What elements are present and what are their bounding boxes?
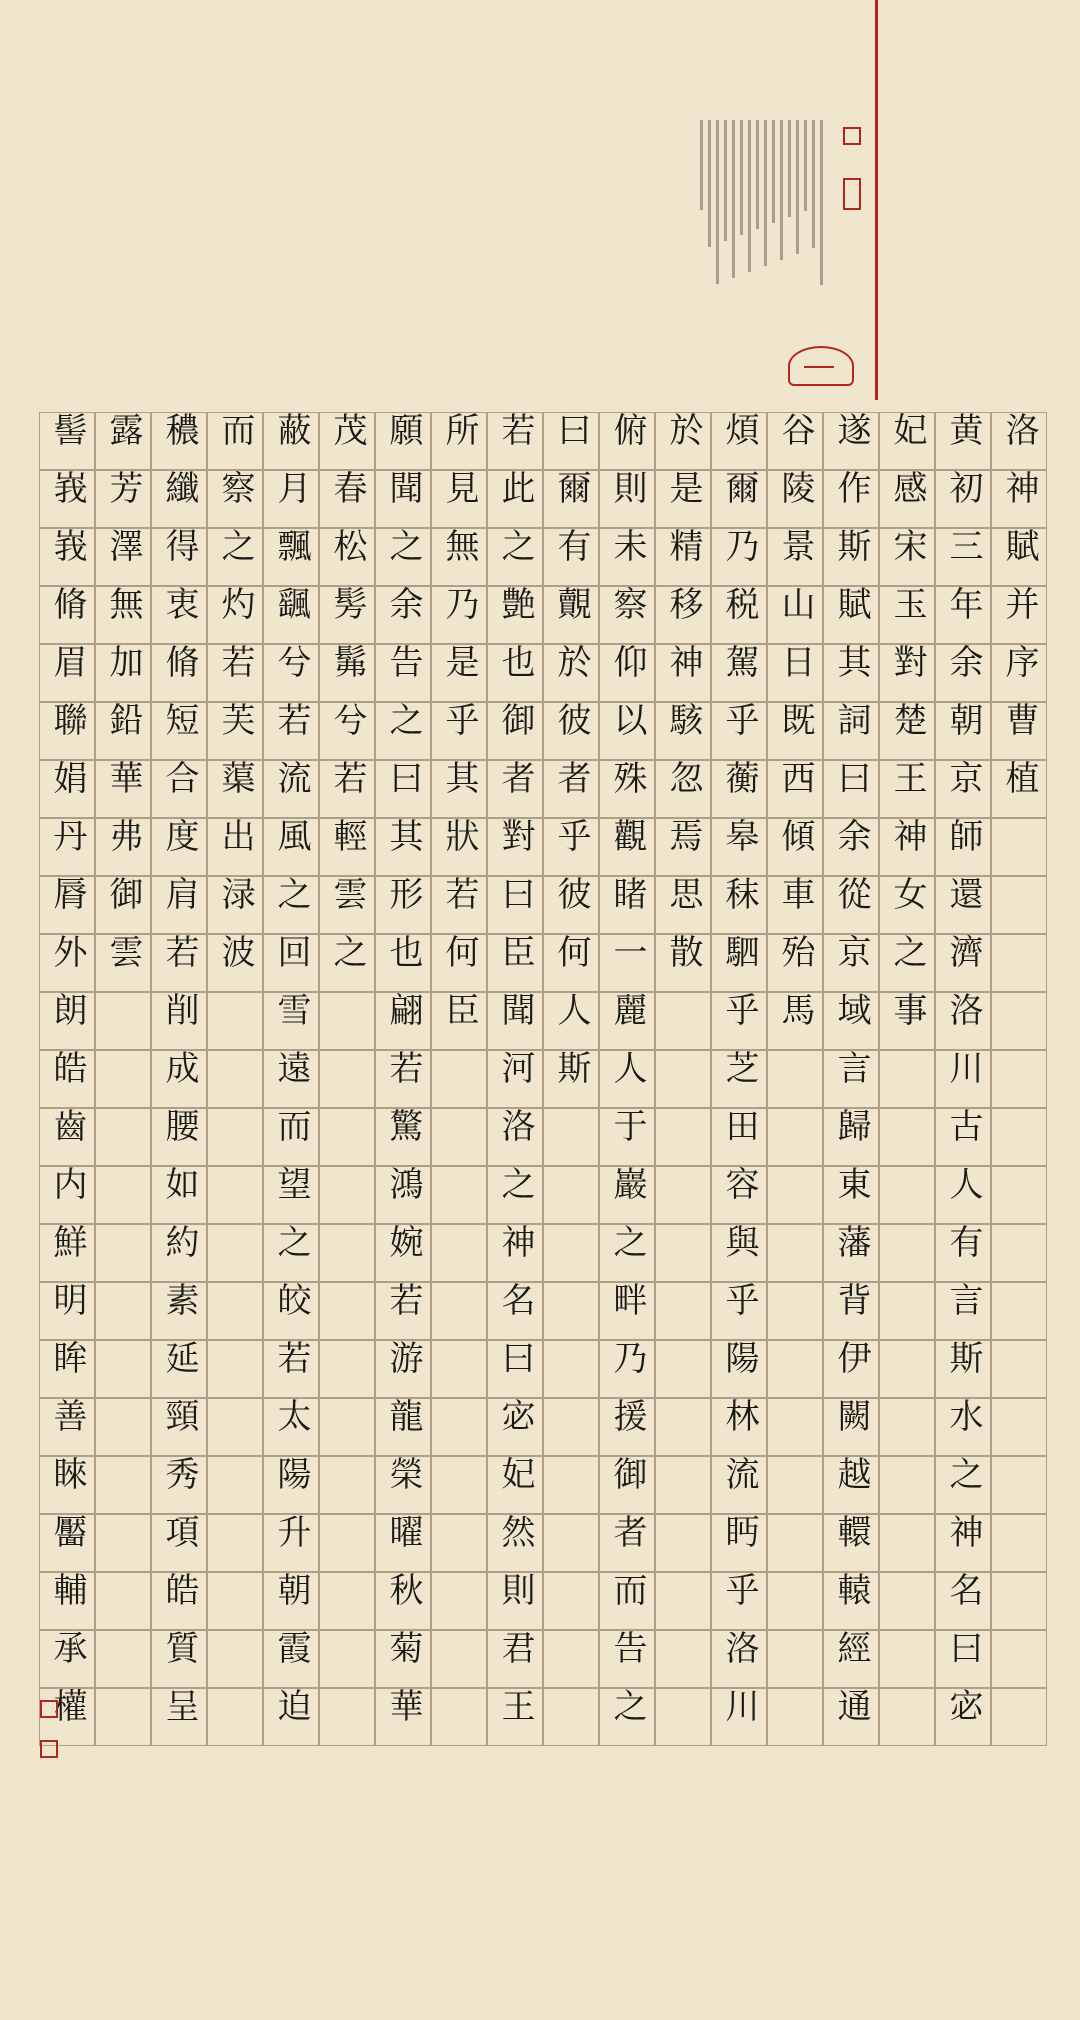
inscription-column [812, 120, 815, 248]
inscription-column [788, 120, 791, 217]
seal-stamp-icon [40, 1740, 58, 1758]
inscription-column [804, 120, 807, 211]
inscription-column [716, 120, 719, 284]
text-column-continuation: 而察之灼若芙蕖出渌波 [215, 412, 255, 992]
inscription-column [764, 120, 767, 266]
text-column: 遂作斯賦其詞曰余從京域言歸東藩背伊闕越轘轅經通 [831, 412, 871, 1746]
text-column-continuation: 露芳澤無加鉛華弗御雲 [103, 412, 143, 992]
text-column-continuation: 妃感宋玉對楚王神女之事 [887, 412, 927, 1050]
inscription-column [748, 120, 751, 272]
inscription-column [740, 120, 743, 235]
text-column-continuation: 茂春松髣髴兮若輕雲之 [327, 412, 367, 992]
inscription-column [780, 120, 783, 260]
seal-stamp-icon [843, 178, 861, 210]
oval-seal-icon [788, 346, 854, 386]
text-column: 穠纖得衷脩短合度肩若削成腰如約素延頸秀項皓質呈 [159, 412, 199, 1746]
text-column-continuation: 曰爾有覿於彼者乎彼何人斯 [551, 412, 591, 1108]
text-column: 蔽月飄颻兮若流風之回雪遠而望之皎若太陽升朝霞迫 [271, 412, 311, 1746]
text-column: 洛神賦并序曹植 [999, 412, 1039, 818]
inscription-column [732, 120, 735, 278]
inscription-column [772, 120, 775, 223]
seal-stamp-icon [843, 127, 861, 145]
inscription-column [724, 120, 727, 241]
inscription-column [708, 120, 711, 247]
small-inscription [700, 120, 830, 290]
calligraphy-text [35, 412, 1047, 1812]
text-column: 若此之艶也御者對曰臣聞河洛之神名曰宓妃然則君王 [495, 412, 535, 1746]
text-column: 髻峩峩脩眉聯娟丹脣外朗皓齒内鮮明眸善睞靨輔承權 [47, 412, 87, 1746]
text-column: 黄初三年余朝京師還濟洛川古人有言斯水之神名曰宓 [943, 412, 983, 1746]
seal-stamp-icon [40, 1700, 58, 1718]
inscription-column [700, 120, 703, 210]
inscription-column [820, 120, 823, 285]
inscription-column [756, 120, 759, 229]
text-column: 俯則未察仰以殊觀睹一麗人于巖之畔乃援御者而告之 [607, 412, 647, 1746]
text-column-continuation: 谷陵景山日既西傾車殆馬 [775, 412, 815, 1050]
inscription-column [796, 120, 799, 254]
text-column: 願聞之余告之曰其形也翩若驚鴻婉若游龍榮曜秋菊華 [383, 412, 423, 1746]
red-border-line [875, 0, 878, 400]
text-column-continuation: 於是精移神駭忽焉思散 [663, 412, 703, 992]
text-column-continuation: 所見無乃是乎其狀若何臣 [439, 412, 479, 1050]
text-column: 煩爾乃税駕乎蘅皋秣駟乎芝田容與乎陽林流眄乎洛川 [719, 412, 759, 1746]
